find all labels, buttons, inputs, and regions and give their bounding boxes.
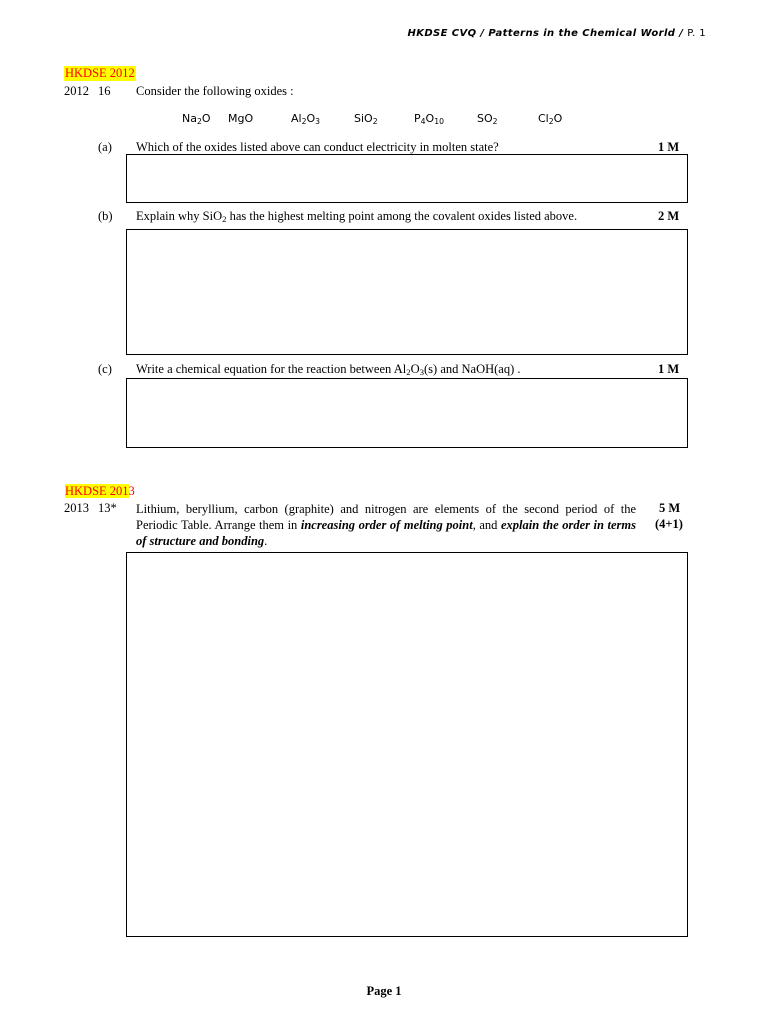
part-text-b: Explain why SiO$_2$ has the highest melting point among the covalent oxides listed above. — [136, 209, 578, 224]
answer-box-b[interactable] — [126, 229, 688, 355]
part-label-a: (a) — [98, 140, 112, 154]
marks-c: 1 M — [658, 362, 680, 376]
oxide-formula: SiO$_2$ — [354, 112, 378, 126]
oxide-formula: MgO — [228, 112, 254, 125]
question-number: 16 — [98, 84, 111, 98]
header-title: HKDSE CVQ / Patterns in the Chemical World / — [407, 28, 684, 39]
part-label-b: (b) — [98, 209, 113, 223]
oxide-formula: $SO_2$ — [477, 112, 498, 126]
section-tag-2012: HKDSE 2012 — [65, 66, 135, 80]
marks-breakdown-2013: (4+1) — [655, 517, 683, 531]
oxide-formula: $P_4O_{10}$ — [414, 112, 445, 126]
answer-box-c[interactable] — [126, 378, 688, 448]
marks-2013: 5 M — [659, 501, 681, 515]
part-label-c: (c) — [98, 362, 112, 376]
part-text-a: Which of the oxides listed above can conduct electricity in molten state? — [136, 140, 499, 154]
question-year: 2012 — [64, 84, 89, 98]
answer-box-2013[interactable] — [126, 552, 688, 937]
oxide-formula: $Cl_2O$ — [538, 112, 563, 126]
question-year-2013: 2013 — [64, 501, 89, 515]
section-tag-2013: HKDSE 2013 — [65, 484, 135, 498]
oxide-formula: $Na_2O$ — [182, 112, 211, 126]
question-number-2013: 13* — [98, 501, 117, 515]
oxide-formula: $Al_2O_3$ — [291, 112, 321, 126]
question-text-2013: Lithium, beryllium, carbon (graphite) and nitrogen are elements of the second period of the Periodic Table. Arrange them in increasing order of melting point, and explain the order in terms of structure and bonding. — [136, 502, 636, 548]
marks-a: 1 M — [658, 140, 680, 154]
question-intro: Consider the following oxides : — [136, 84, 294, 98]
header-page-number: P. 1 — [687, 28, 706, 39]
answer-box-a[interactable] — [126, 154, 688, 203]
page-footer: Page 1 — [366, 984, 402, 998]
page-header — [407, 28, 706, 39]
marks-b: 2 M — [658, 209, 680, 223]
part-text-c: Write a chemical equation for the reaction between $Al_2O_3(s)$ and NaOH(aq) . — [136, 362, 521, 377]
